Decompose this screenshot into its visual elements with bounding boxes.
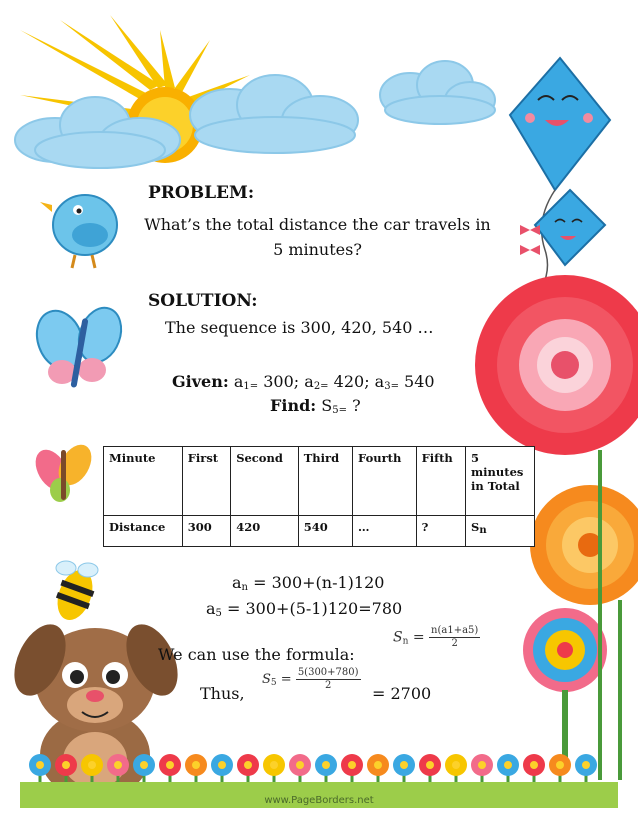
- pinwheel-icon: [523, 608, 607, 770]
- problem-question-line2: 5 minutes?: [273, 240, 362, 259]
- table-cell: 420: [231, 516, 299, 547]
- problem-question-line1: What’s the total distance the car travels in: [144, 215, 491, 234]
- footer-credit: www.PageBorders.net: [264, 795, 374, 806]
- sum-substitution: $S_5$ = $\frac{5(300+780)}{2}$: [262, 667, 359, 691]
- cloud-icon: [15, 61, 495, 168]
- distance-table: [103, 446, 535, 547]
- nth-term-line: $a_n = 300+(n-1)120$: [232, 573, 385, 593]
- table-header-cell: First: [182, 447, 230, 516]
- find-label: Find:: [270, 396, 317, 415]
- flower-red-icon: [475, 275, 638, 455]
- fifth-term-line: $a_5 = 300+(5-1)120=780$: [206, 599, 403, 619]
- problem-heading: PROBLEM:: [148, 183, 255, 203]
- table-header-cell: Second: [231, 447, 299, 516]
- solution-heading: SOLUTION:: [148, 291, 258, 311]
- table-cell: ?: [416, 516, 465, 547]
- given-label: Given:: [172, 372, 229, 391]
- butterfly-icon: [29, 302, 128, 388]
- bee-icon: [51, 561, 99, 625]
- kite-icon: [510, 58, 610, 310]
- given-line: [172, 372, 435, 392]
- sum-formula: $S_n$ = $\frac{n(a1+a5)}{2}$: [393, 625, 479, 649]
- sequence-text: The sequence is 300, 420, 540 …: [165, 318, 434, 337]
- table-cell: 540: [298, 516, 352, 547]
- formula-intro: We can use the formula:: [158, 645, 355, 664]
- table-header-cell: Third: [298, 447, 352, 516]
- flower-orange-icon: [530, 485, 638, 605]
- find-line: Find: $S_{5=}$ ?: [270, 396, 361, 416]
- given-a3: $a_{3=}$ 540: [374, 372, 435, 392]
- result-value: = 2700: [372, 684, 432, 703]
- table-row-label: Distance: [104, 516, 183, 547]
- given-a2: $a_{2=}$ 420;: [304, 372, 375, 392]
- table-header-cell: Fourth: [353, 447, 417, 516]
- given-a1: $a_{1=}$ 300;: [233, 372, 305, 392]
- kite-small-icon: [520, 190, 605, 265]
- bird-icon: [40, 195, 117, 268]
- butterfly-small-icon: [29, 439, 98, 502]
- table-cell: …: [353, 516, 417, 547]
- table-cell: 300: [182, 516, 230, 547]
- table-header-cell: 5 minutes in Total: [466, 447, 535, 516]
- table-header-cell: Minute: [104, 447, 183, 516]
- table-header-row: [104, 447, 535, 516]
- table-row: [104, 516, 535, 547]
- thus-label: Thus,: [200, 684, 245, 703]
- table-header-cell: Fifth: [416, 447, 465, 516]
- table-cell: $S_n$: [466, 516, 535, 547]
